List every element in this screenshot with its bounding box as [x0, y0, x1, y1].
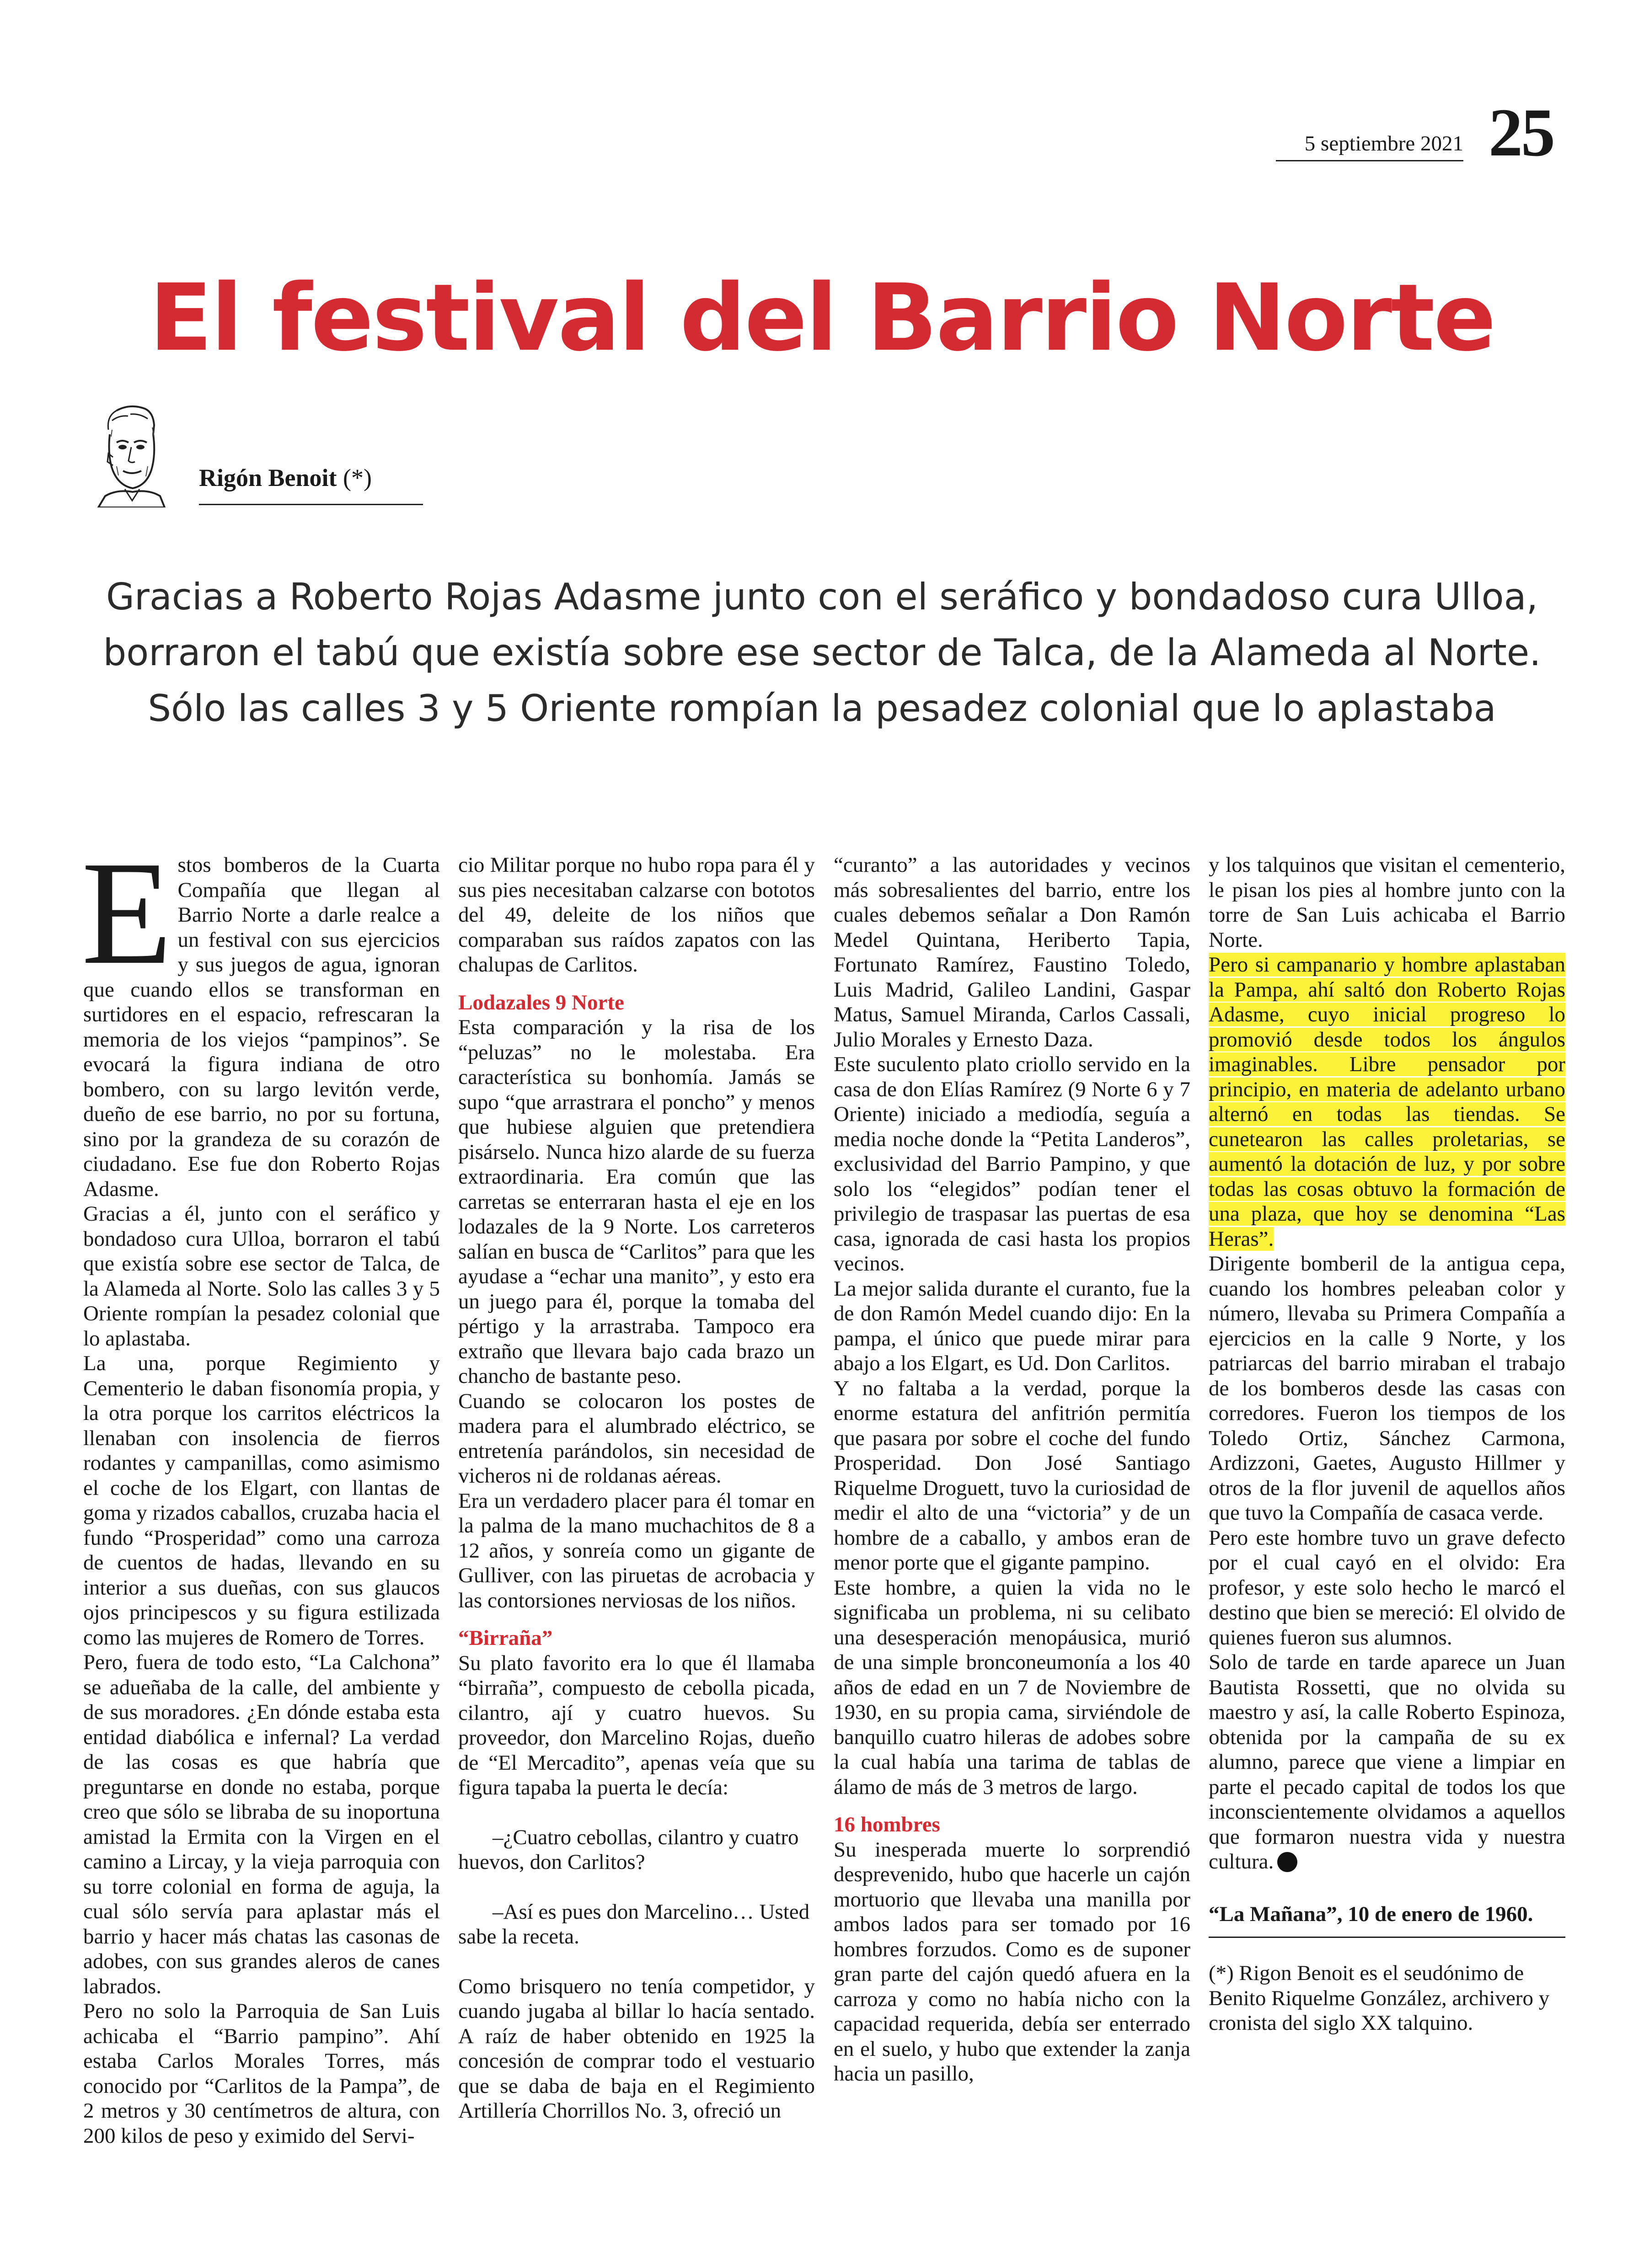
- source-citation: “La Mañana”, 10 de enero de 1960.: [1209, 1902, 1565, 1938]
- article-column-1: [81, 831, 440, 2148]
- article-title: El festival del Barrio Norte: [149, 264, 1495, 372]
- article-column-3: [834, 853, 1190, 2087]
- paragraph: Pero, fuera de todo esto, “La Calchona” se adueñaba de la calle, del ambiente y de sus moradores. ¿En dónde estaba esta entidad diabólica e infernal? La verdad de las cosas es que habría que preguntarse en donde no estaba, porque creo que sólo se libraba de su inoportuna amistad la Ermita con la Virgen en el camino a Lircay, y la vieja parroquia con su torre colonial en forma de aguja, la cual sólo servía para aplastar más el barrio y hacer más chatas las casonas de adobes, con sus grandes aleros de canes labrados.: [83, 1650, 440, 1998]
- closing-text: Solo de tarde en tarde aparece un Juan Bautista Rossetti, que no olvida su maestro y así, la calle Roberto Espinoza, obtenida por la campaña de su ex alumno, parece que viene a limpiar en parte el pecado capital de todos los que inconscientemente olvidamos a aquellos que formaron nuestra vida y nuestra cultura.: [1209, 1650, 1565, 1873]
- author-name: Rigón Benoit: [199, 464, 337, 491]
- paragraph: cio Militar porque no hubo ropa para él y sus pies necesitaban calzarse con bototos del 49, deleite de los niños que comparaban sus raídos zapatos con las chalupas de Carlitos.: [458, 853, 815, 977]
- paragraph: Era un verdadero placer para él tomar en la palma de la mano muchachitos de 8 a 12 años, y sonreía como un gigante de Gulliver, con las piruetas de acrobacia y las contorsiones nerviosas de los niños.: [458, 1489, 815, 1612]
- paragraph: Cuando se colocaron los postes de madera para el alumbrado eléctrico, se entretenía parándolos, sin necesidad de vicheros ni de roldanas aéreas.: [458, 1389, 815, 1488]
- author-footnote-marker: (*): [343, 464, 372, 491]
- dialogue-line: –Así es pues don Marcelino… Usted sabe la receta.: [458, 1900, 810, 1948]
- paragraph: Su plato favorito era lo que él llamaba “birraña”, compuesto de cebolla picada, cilantro, ají y cuatro huevos. Su proveedor, don Marcelino Rojas, dueño de “El Mercadito”, apenas veía que su figura tapaba la puerta le decía:: [458, 1651, 815, 1799]
- article-deck: Gracias a Roberto Rojas Adasme junto con el seráfico y bondadoso cura Ulloa, borraron el tabú que existía sobre ese sector de Talca, de la Alameda al Norte. Sólo las calles 3 y 5 Oriente rompían la pesadez colonial que lo aplastaba: [103, 576, 1541, 730]
- paragraph: La una, porque Regimiento y Cementerio le daban fisonomía propia, y la otra porque los carritos eléctricos la llenaban con insolencia de fierros rodantes y campanillas, como asimismo el coche de los Elgart, con llantas de goma y rizados caballos, cruzaba hacia el fundo “Prosperidad” como una carroza de cuentos de hadas, llevando en su interior a sus dueñas, con sus glaucos ojos principescos y su figura estilizada como las mujeres de Romero de Torres.: [83, 1351, 440, 1649]
- paragraph: Este suculento plato criollo servido en la casa de don Elías Ramírez (9 Norte 6 y 7 Oriente) iniciado a mediodía, seguía a media noche donde la “Petita Landeros”, exclusividad del Barrio Pampino, y que solo los “elegidos” podían tener el privilegio de traspasar las puertas de esa casa, ignorada de casi hasta los propios vecinos.: [834, 1052, 1190, 1275]
- highlighted-text: Pero si campanario y hombre aplastaban la Pampa, ahí saltó don Roberto Rojas Adasme, cuyo inicial progreso lo promovió desde todos los ángulos imaginables. Libre pensador por principio, en materia de adelanto urbano alternó en todas las tiendas. Se cunetearon las calles proletarias, se aumentó la dotación de luz, y por sobre todas las cosas obtuvo la formación de una plaza, que hoy se denomina “Las Heras”.: [1209, 953, 1565, 1251]
- article-column-2: [458, 853, 815, 2124]
- paragraph: La mejor salida durante el curanto, fue la de don Ramón Medel cuando dijo: En la pampa, el único que puede mirar para abajo a los Elgart, es Ud. Don Carlitos.: [834, 1276, 1190, 1375]
- dialogue-line: –¿Cuatro cebollas, cilantro y cuatro huevos, don Carlitos?: [458, 1825, 799, 1874]
- highlighted-paragraph: [1209, 952, 1565, 1251]
- author-portrait-sketch: [85, 402, 176, 507]
- paragraph: Su inesperada muerte lo sorprendió desprevenido, hubo que hacerle un cajón mortuorio que llevaba una manilla por ambos lados para ser tomado por 16 hombres forzudos. Como es de suponer gran parte del cajón quedó afuera en la carroza y como no había nicho con la capacidad requerida, debía ser enterrado en el suelo, y hubo que extender la zanja hacia un pasillo,: [834, 1837, 1190, 2086]
- paragraph: Dirigente bomberil de la antigua cepa, cuando los hombres peleaban color y número, llevaba su Primera Compañía a ejercicios en la calle 9 Norte, y los patriarcas del barrio miraban el trabajo de los bomberos desde las casas con corredores. Fueron los tiempos de los Toledo Ortiz, Sánchez Carmona, Ardizzoni, Gaetes, Augusto Hillmer y otros de la flor juvenil de aquellos años que tuvo la Compañía de casaca verde.: [1209, 1252, 1565, 1525]
- paragraph: Pero no solo la Parroquia de San Luis achicaba el “Barrio pampino”. Ahí estaba Carlos Morales Torres, más conocido por “Carlitos de la Pampa”, de 2 metros y 30 centímetros de altura, con 200 kilos de peso y eximido del Servi-: [83, 1999, 440, 2148]
- publication-date: 5 septiembre 2021: [1276, 129, 1463, 161]
- author-byline: [199, 462, 423, 505]
- paragraph: Gracias a él, junto con el seráfico y bondadoso cura Ulloa, borraron el tabú que existía sobre ese sector de Talca, de la Alameda al Norte. Solo las calles 3 y 5 Oriente rompían la pesadez colonial que lo aplastaba.: [83, 1202, 440, 1350]
- paragraph: [1209, 1650, 1565, 1874]
- section-heading: “Birraña”: [458, 1626, 553, 1650]
- paragraph: Este hombre, a quien la vida no le significaba un problema, ni su celibato una desesperación menopáusica, murió de una simple bronconeumonía a los 40 años de edad en un 7 de Noviembre de 1930, en su propia cama, sirviéndole de banquillo cuatro hileras de adobes sobre la cual había una tarima de tablas de álamo de más de 3 metros de largo.: [834, 1575, 1190, 1799]
- paragraph: Y no faltaba a la verdad, porque la enorme estatura del anfitrión permitía que pasara por sobre el coche del fundo Prosperidad. Don José Santiago Riquelme Droguett, tuvo la curiosidad de medir el alto de una “victoria” y de un hombre de a caballo, y ambos eran de menor porte que el gigante pampino.: [834, 1376, 1190, 1574]
- paragraph: Esta comparación y la risa de los “peluzas” no le molestaba. Era característica su bonhomía. Jamás se supo “que arrastrara el poncho” y menos que hubiese alguien que pretendiera pisárselo. Nunca hizo alarde de su fuerza extraordinaria. Era común que las carretas se enterraran hasta el eje en los lodazales de la 9 Norte. Los carreteros salían en busca de “Carlitos” para que les ayudase a “echar una manito”, y esto era un juego para él, porque la tomaba del pértigo y la arrastraba. Tampoco era extraño que llevara bajo cada brazo un chancho de bastante peso.: [458, 1015, 815, 1388]
- page-number: 25: [1489, 95, 1553, 171]
- end-of-article-dot-icon: [1277, 1852, 1297, 1872]
- section-heading: Lodazales 9 Norte: [458, 990, 624, 1014]
- drop-cap: E: [81, 831, 172, 995]
- article-column-4: [1209, 853, 1565, 2036]
- paragraph: Como brisquero no tenía competidor, y cuando jugaba al billar lo hacía sentado. A raíz de haber obtenido en 1925 la concesión de comprar todo el vestuario que se daba de baja en el Regimiento Artillería Chorrillos No. 3, ofreció un: [458, 1974, 815, 2123]
- paragraph: stos bomberos de la Cuarta Compañía que llegan al Barrio Norte a darle realce a un festival con sus ejercicios y sus juegos de agua, ignoran que cuando ellos se transforman en surtidores en el espacio, refrescaran la memoria de los viejos “pampinos”. Se evocará la figura indiana de otro bombero, con su largo levitón verde, dueño de ese barrio, no por su fortuna, sino por la grandeza de su corazón de ciudadano. Ese fue don Roberto Rojas Adasme.: [83, 853, 440, 1201]
- paragraph: y los talquinos que visitan el cementerio, le pisan los pies al hombre junto con la torre de San Luis achicaba el Barrio Norte.: [1209, 853, 1565, 952]
- paragraph: Pero este hombre tuvo un grave defecto por el cual cayó en el olvido: Era profesor, y este solo hecho le marcó el destino que bien se mereció: El olvido de quienes fueron sus alumnos.: [1209, 1526, 1565, 1649]
- author-footnote: (*) Rigon Benoit es el seudónimo de Benito Riquelme González, archivero y cronista del siglo XX talquino.: [1209, 1961, 1550, 2035]
- section-heading: 16 hombres: [834, 1813, 940, 1836]
- paragraph: “curanto” a las autoridades y vecinos más sobresalientes del barrio, entre los cuales debemos señalar a Don Ramón Medel Quintana, Heriberto Tapia, Fortunato Ramírez, Faustino Toledo, Luis Madrid, Galileo Landini, Gaspar Matus, Samuel Miranda, Carlos Cassali, Julio Morales y Ernesto Daza.: [834, 853, 1190, 1051]
